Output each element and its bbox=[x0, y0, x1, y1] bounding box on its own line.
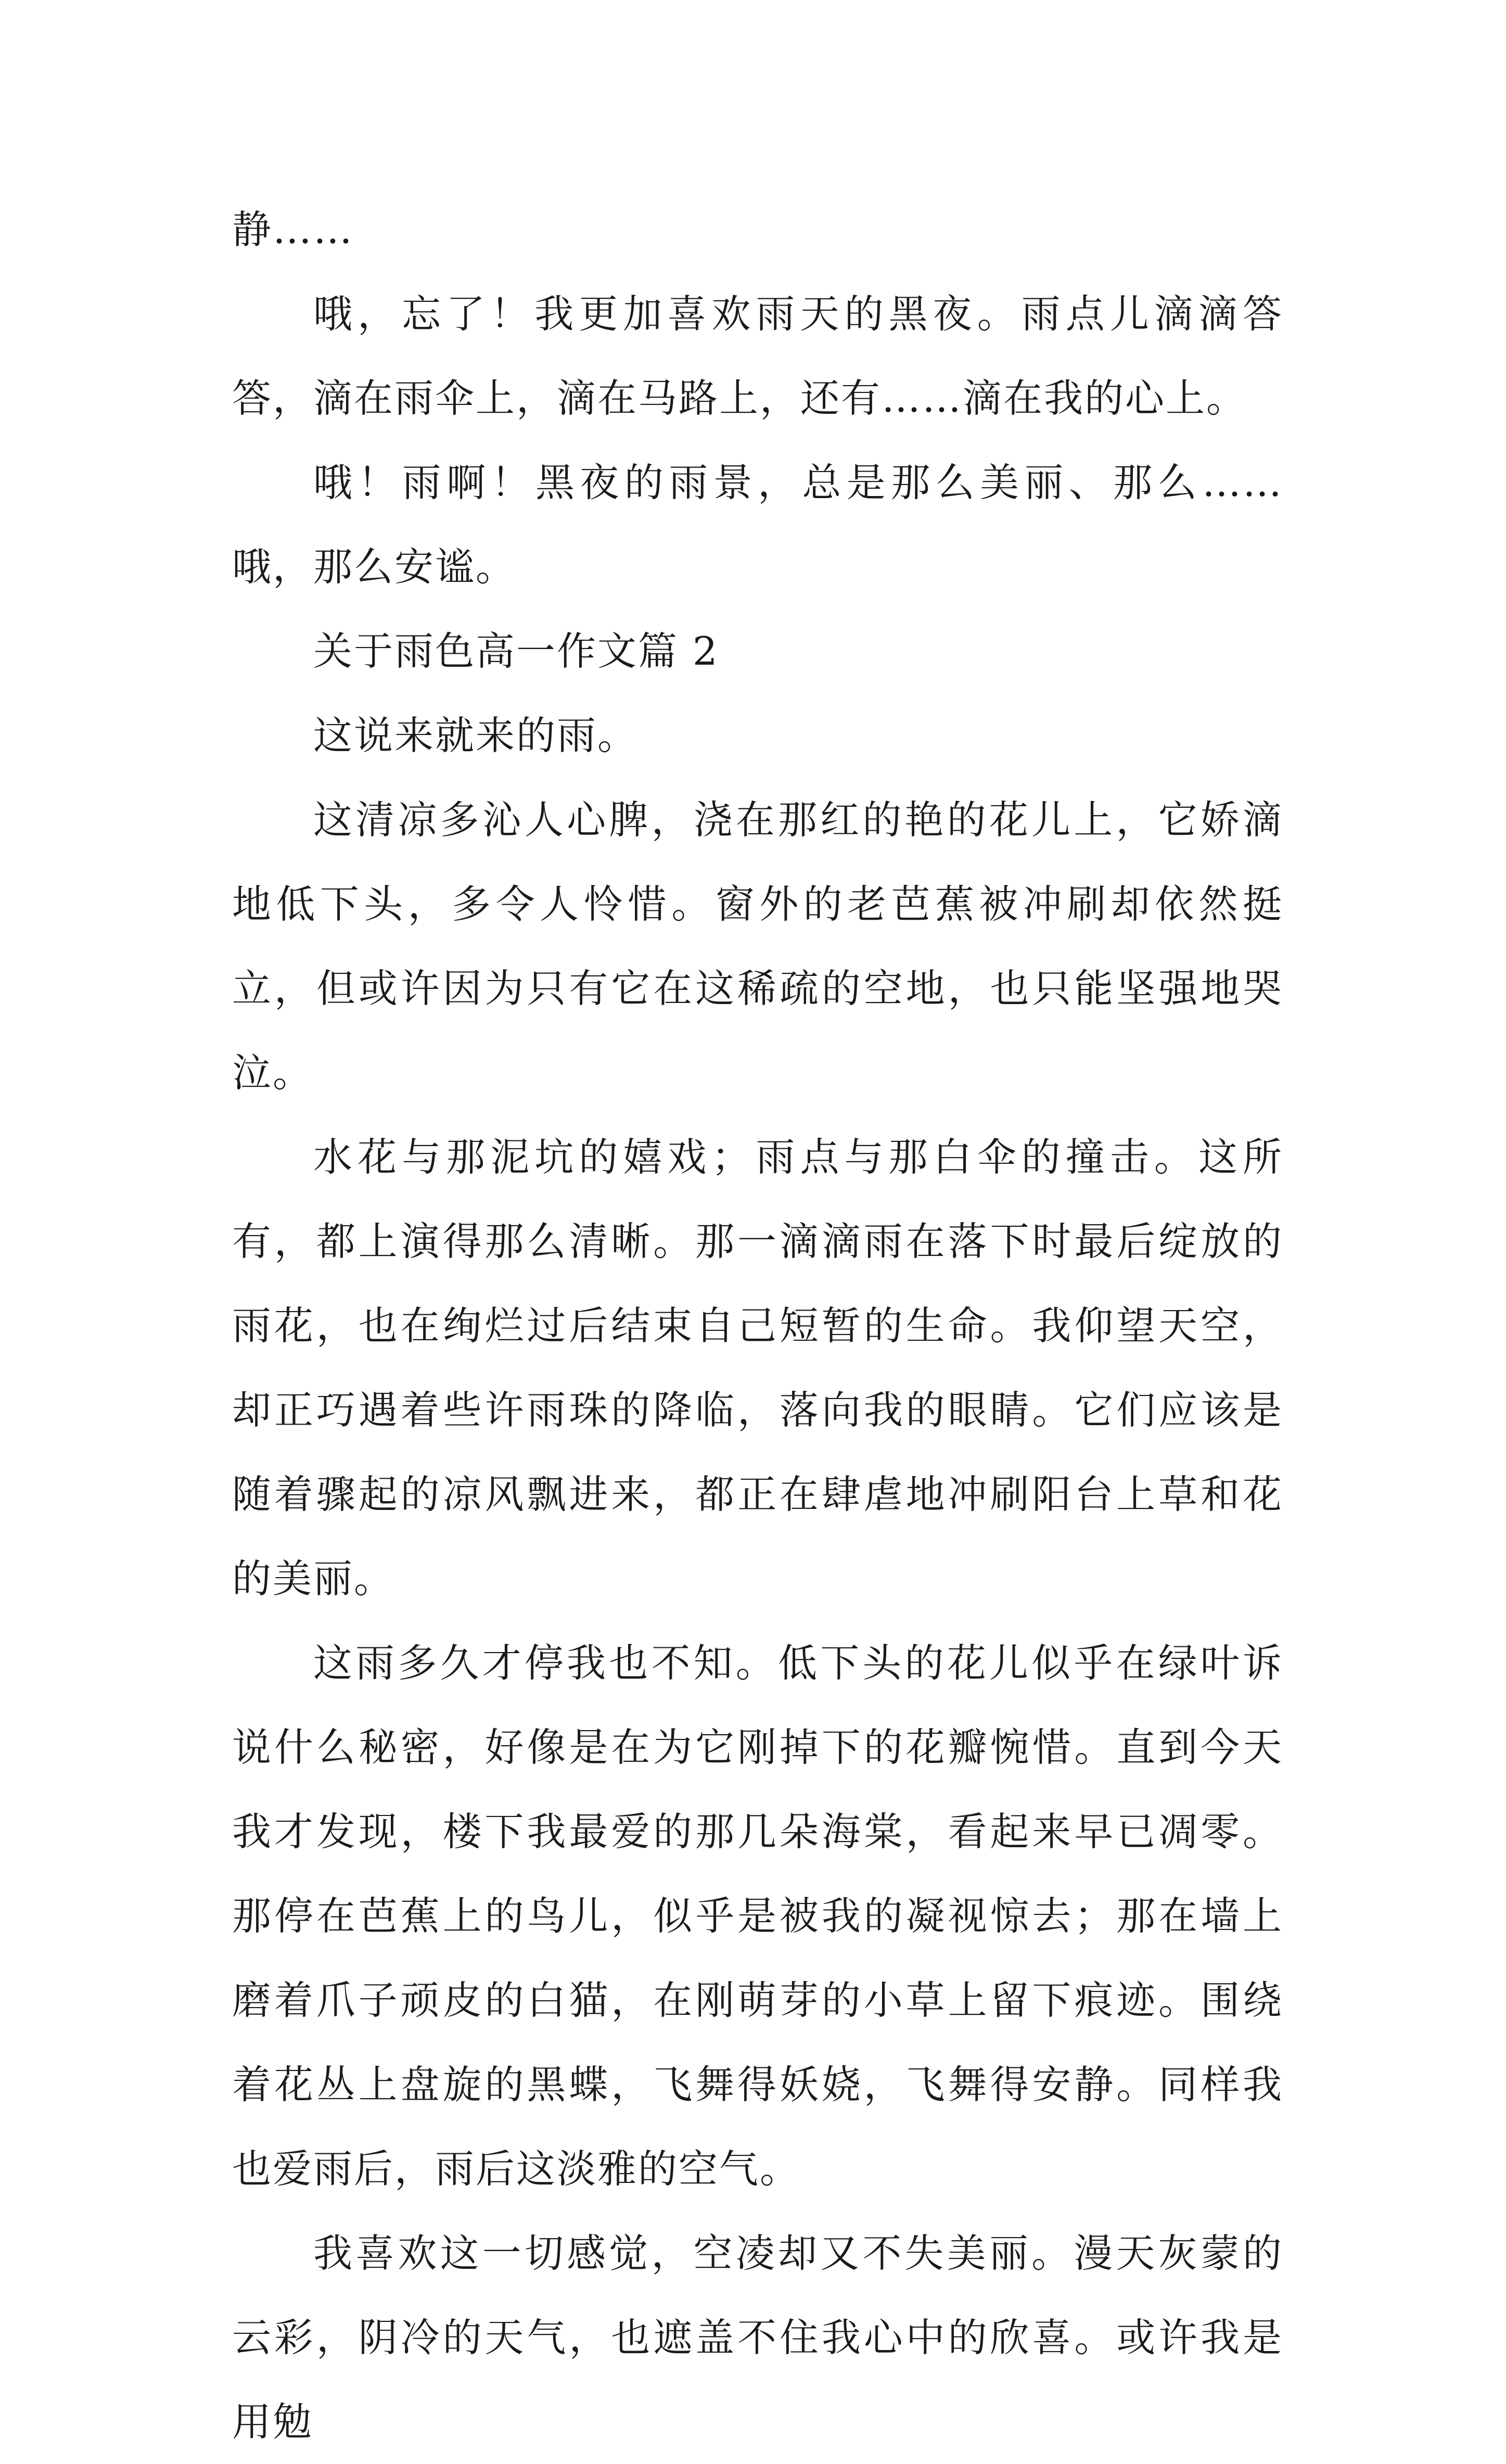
section-heading: 关于雨色高一作文篇 2 bbox=[313, 628, 719, 674]
paragraph: 这雨多久才停我也不知。低下头的花儿似乎在绿叶诉说什么秘密，好像是在为它刚掉下的花瓣惋惜。直到今天我才发现，楼下我最爱的那几朵海棠，看起来早已凋零。那停在芭蕉上的鸟儿，似乎是被我的凝视惊去；那在墙上磨着爪子顽皮的白猫，在刚萌芽的小草上留下痕迹。围绕着花丛上盘旋的黑蝶，飞舞得妖娆，飞舞得安静。同样我也爱雨后，雨后这淡雅的空气。 bbox=[232, 1640, 1283, 2192]
paragraph: 哦，忘了！我更加喜欢雨天的黑夜。雨点儿滴滴答答，滴在雨伞上，滴在马路上，还有……滴在我的心上。 bbox=[232, 291, 1283, 421]
paragraph: 我喜欢这一切感觉，空凌却又不失美丽。漫天灰蒙的云彩，阴冷的天气，也遮盖不住我心中的欣喜。或许我是用勉 bbox=[232, 2230, 1283, 2445]
paragraph-continuation: 静…… bbox=[232, 207, 354, 252]
paragraph: 哦！雨啊！黑夜的雨景，总是那么美丽、那么……哦，那么安谧。 bbox=[232, 460, 1283, 590]
paragraph: 这说来就来的雨。 bbox=[313, 713, 639, 758]
paragraph: 水花与那泥坑的嬉戏；雨点与那白伞的撞击。这所有，都上演得那么清晰。那一滴滴雨在落下时最后绽放的雨花，也在绚烂过后结束自己短暂的生命。我仰望天空，却正巧遇着些许雨珠的降临，落向我的眼睛。它们应该是随着骤起的凉风飘进来，都正在肆虐地冲刷阳台上草和花的美丽。 bbox=[232, 1134, 1283, 1602]
paragraph: 这清凉多沁人心脾，浇在那红的艳的花儿上，它娇滴地低下头，多令人怜惜。窗外的老芭蕉被冲刷却依然挺立，但或许因为只有它在这稀疏的空地，也只能坚强地哭泣。 bbox=[232, 797, 1283, 1096]
document-body bbox=[232, 187, 1283, 2464]
